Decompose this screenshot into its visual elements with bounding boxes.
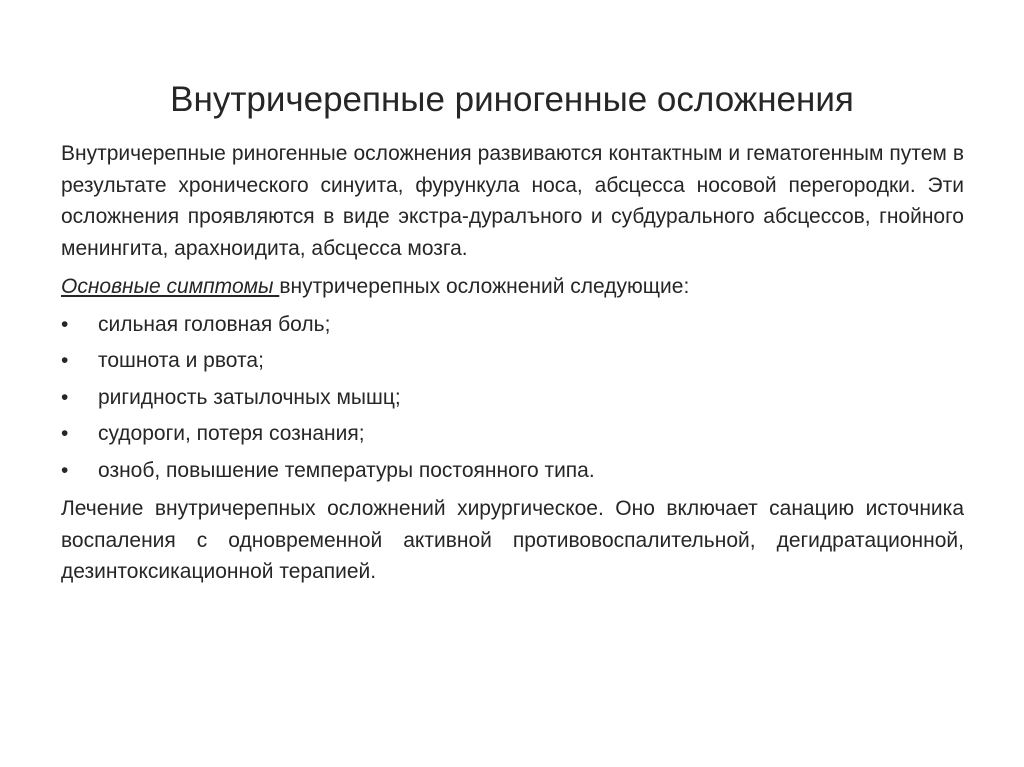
bullet-icon: • <box>61 349 69 372</box>
list-item <box>61 345 964 377</box>
list-item-text: судороги, потеря сознания; <box>98 422 365 445</box>
list-item-text: ригидность затылочных мышц; <box>98 385 401 409</box>
symptoms-lead <box>61 271 964 303</box>
treatment-paragraph: Лечение внутричерепных осложнений хирургическое. Оно включает санацию источника воспаления с одновременной активной противовоспалительной, дегидратационной, дезинтоксикационной терапией. <box>61 497 964 583</box>
list-item <box>61 418 964 450</box>
bullet-icon: • <box>61 458 69 482</box>
list-item-text: тошнота и рвота; <box>98 349 264 372</box>
list-item <box>61 309 964 341</box>
intro-paragraph: Внутричерепные риногенные осложнения развиваются контактным и гематогенным путем в результате хронического синуита, фурункула носа, абсцесса носовой перегородки. Эти осложнения проявляются в виде экстра-дуралъного и субдурального абсцессов, гнойного менингита, арахноидита, абсцесса мозга. <box>61 142 964 260</box>
bullet-icon: • <box>61 312 69 336</box>
slide-title: Внутричерепные риногенные осложнения <box>170 80 854 119</box>
slide-body <box>61 138 964 588</box>
bullet-icon: • <box>61 422 69 445</box>
bullet-icon: • <box>61 385 69 409</box>
symptom-list <box>61 309 964 487</box>
list-item <box>61 455 964 487</box>
symptoms-lead-rest: внутричерепных осложнений следующие: <box>279 275 690 298</box>
list-item-text: сильная головная боль; <box>98 312 331 336</box>
list-item <box>61 382 964 414</box>
symptoms-lead-emphasis: Основные симптомы <box>61 275 280 298</box>
list-item-text: озноб, повышение температуры постоянного типа. <box>98 458 595 482</box>
